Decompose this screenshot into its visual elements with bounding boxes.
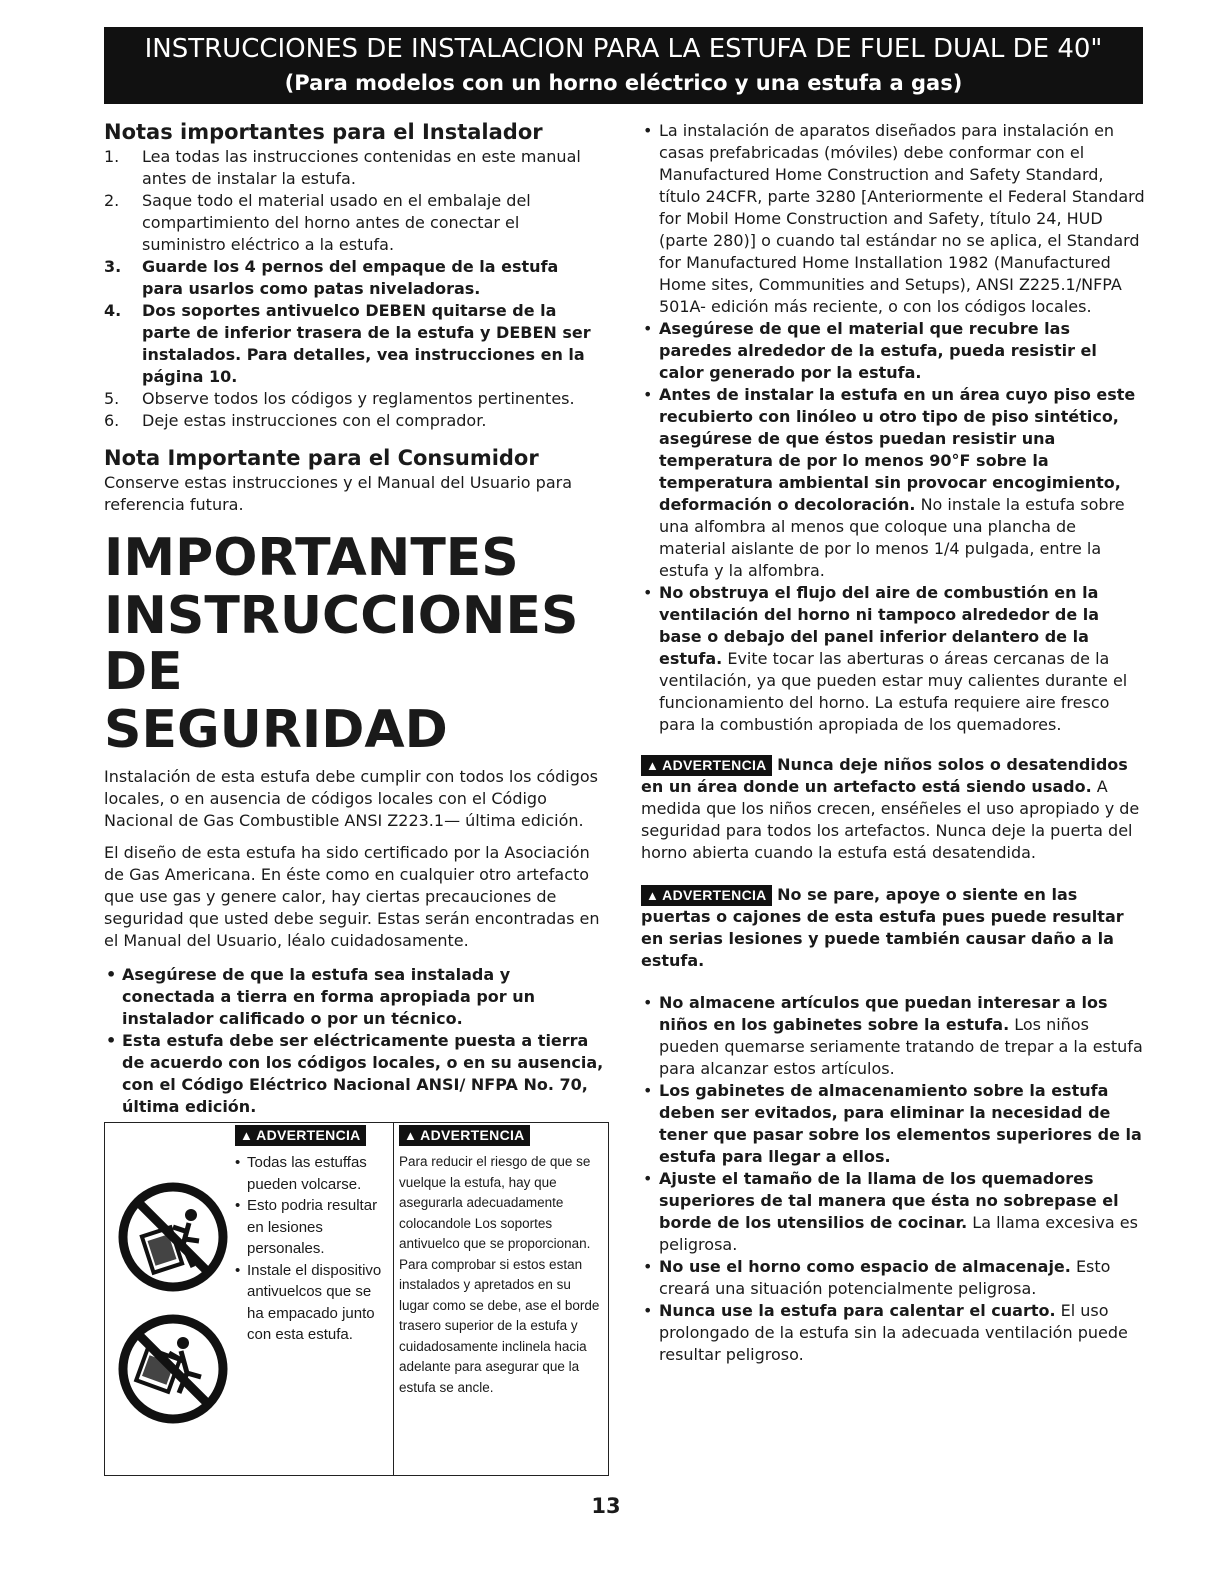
list-item: • Esta estufa debe ser eléctricamente puesta a tierra de acuerdo con los códigos locales, o en su ausencia, con el Código Eléctrico Nacional ANSI/ NFPA No. 70, última edición.	[104, 1030, 604, 1118]
advertencia-badge: ▲ ADVERTENCIA	[399, 1125, 530, 1146]
banner-title: INSTRUCCIONES DE INSTALACION PARA LA ESTUFA DE FUEL DUAL DE 40"	[144, 34, 1103, 64]
list-item: • Ajuste el tamaño de la llama de los quemadores superiores de tal manera que ésta no sobrepase el borde de los utensilios de cocinar. La llama excesiva es peligrosa.	[641, 1168, 1147, 1256]
safety-title: IMPORTANTES INSTRUCCIONES DE SEGURIDAD	[104, 528, 579, 760]
tip-over-warning-box	[104, 1122, 609, 1476]
advertencia-badge: ▲ ADVERTENCIA	[641, 885, 772, 906]
list-item: • Todas las estuffas pueden volcarse.	[235, 1152, 385, 1195]
list-item: 2. Saque todo el material usado en el embalaje del compartimiento del horno antes de conectar el suministro eléctrico a la estufa.	[104, 191, 531, 254]
list-item: • No use el horno como espacio de almacenaje. Esto creará una situación potencialmente peligrosa.	[641, 1256, 1147, 1300]
list-item: • Asegúrese de que la estufa sea instalada y conectada a tierra en forma apropiada por un instalador calificado o por un técnico.	[104, 964, 604, 1030]
warning-list	[235, 1152, 385, 1346]
doors-warning: ▲ ADVERTENCIA No se pare, apoye o siente en las puertas o cajones de esta estufa pues puede resultar en serias lesiones y puede también causar daño a la estufa.	[641, 885, 1124, 970]
no-tipping-icon	[117, 1181, 229, 1293]
left-column	[104, 118, 604, 1118]
list-item: 5. Observe todos los códigos y reglamentos pertinentes.	[104, 389, 575, 408]
warning-triangle-icon: ▲	[646, 888, 660, 903]
safety-bullets	[104, 964, 604, 1118]
warning-column-1	[235, 1125, 385, 1346]
installer-notes-list	[104, 146, 604, 432]
consumer-note-heading: Nota Importante para el Consumidor	[104, 446, 539, 470]
no-climbing-icon	[117, 1313, 229, 1425]
list-item: • La instalación de aparatos diseñados para instalación en casas prefabricadas (móviles) debe conformar con el Manufactured Home Construction and Safety Standard, título 24CFR, parte 3280 [Anteriormente el Federal Standard for Mobil Home Construction and Safety, título 24, HUD (parte 280)] o cuando tal estándar no se aplica, el Standard for Manufactured Home Installation 1982 (Manufactured Home sites, Communities and Setups), ANSI Z225.1/NFPA 501A- edición más reciente, o con los códigos locales.	[641, 120, 1147, 318]
warning-triangle-icon: ▲	[240, 1128, 254, 1143]
installer-notes-heading: Notas importantes para el Instalador	[104, 120, 543, 144]
storage-bullets	[641, 992, 1147, 1366]
list-item: 4. Dos soportes antivuelco DEBEN quitarse de la parte de inferior trasera de la estufa y DEBEN ser instalados. Para detalles, vea instrucciones en la página 10.	[104, 301, 591, 386]
box-divider	[393, 1123, 394, 1475]
warning-triangle-icon: ▲	[404, 1128, 418, 1143]
warning-triangle-icon: ▲	[646, 758, 660, 773]
title-banner	[104, 27, 1143, 104]
list-item: • Antes de instalar la estufa en un área cuyo piso este recubierto con linóleo u otro tipo de piso sintético, asegúrese de que éstos puedan resistir una temperatura de por lo menos 90°F sobre la temperatura ambiental sin provocar encogimiento, deformación o decoloración. No instale la estufa sobre una alfombra al menos que coloque una plancha de material aislante de por lo menos 1/4 pulgada, entre la estufa y la alfombra.	[641, 384, 1147, 582]
advertencia-badge: ▲ ADVERTENCIA	[235, 1125, 366, 1146]
list-item: 3. Guarde los 4 pernos del empaque de la estufa para usarlos como patas niveladoras.	[104, 257, 559, 298]
list-item: • Instale el dispositivo antivuelcos que se ha empacado junto con esta estufa.	[235, 1260, 385, 1346]
list-item: 6. Deje estas instrucciones con el comprador.	[104, 411, 487, 430]
list-item: • No almacene artículos que puedan interesar a los niños en los gabinetes sobre la estufa. Los niños pueden quemarse seriamente tratando de trepar a la estufa para alcanzar estos artículos.	[641, 992, 1147, 1080]
installation-bullets	[641, 120, 1147, 736]
list-item: • Asegúrese de que el material que recubre las paredes alrededor de la estufa, pueda resistir el calor generado por la estufa.	[641, 318, 1147, 384]
children-warning: ▲ ADVERTENCIA Nunca deje niños solos o desatendidos en un área donde un artefacto está siendo usado. A medida que los niños crecen, enséñeles el uso apropiado y de seguridad para todos los artefactos. Nunca deje la puerta del horno abierta cuando la estufa está desatendida.	[641, 755, 1140, 862]
banner-subtitle: (Para modelos con un horno eléctrico y una estufa a gas)	[284, 71, 963, 95]
list-item: • No obstruya el flujo del aire de combustión en la ventilación del horno ni tampoco alrededor de la base o debajo del panel inferior delantero de la estufa. Evite tocar las aberturas o áreas cercanas de la ventilación, ya que pueden estar muy calientes durante el funcionamiento del horno. La estufa requiere aire fresco para la combustión apropiada de los quemadores.	[641, 582, 1147, 736]
list-item: • Esto podria resultar en lesiones personales.	[235, 1195, 385, 1260]
consumer-note-text: Conserve estas instrucciones y el Manual del Usuario para referencia futura.	[104, 473, 573, 514]
list-item: • Nunca use la estufa para calentar el cuarto. El uso prolongado de la estufa sin la adecuada ventilación puede resultar peligroso.	[641, 1300, 1147, 1366]
list-item: • Los gabinetes de almacenamiento sobre la estufa deben ser evitados, para eliminar la necesidad de tener que pasar sobre los elementos superiores de la estufa para llegar a ellos.	[641, 1080, 1147, 1168]
safety-paragraph-2: El diseño de esta estufa ha sido certificado por la Asociación de Gas Americana. En éste como en cualquier otro artefacto que use gas y genere calor, hay ciertas precauciones de seguridad que usted debe seguir. Estas serán encontradas en el Manual del Usuario, léalo cuidadosamente.	[104, 843, 600, 950]
safety-paragraph-1: Instalación de esta estufa debe cumplir con todos los códigos locales, o en ausencia de códigos locales con el Código Nacional de Gas Combustible ANSI Z223.1— última edición.	[104, 767, 599, 830]
advertencia-badge: ▲ ADVERTENCIA	[641, 755, 772, 776]
page-number: 13	[591, 1494, 621, 1518]
list-item: 1. Lea todas las instrucciones contenidas en este manual antes de instalar la estufa.	[104, 147, 581, 188]
right-column	[641, 120, 1147, 1366]
anti-tip-instructions: Para reducir el riesgo de que se vuelque la estufa, hay que asegurarla adecuadamente colocandole Los soportes antivuelco que se proporcionan. Para comprobar si estos estan instalados y apretados en su lugar como se debe, ase el borde trasero superior de la estufa y cuidadosamente inclinela hacia adelante para asegurar que la estufa se ancle.	[399, 1154, 600, 1395]
warning-column-2	[399, 1125, 604, 1398]
